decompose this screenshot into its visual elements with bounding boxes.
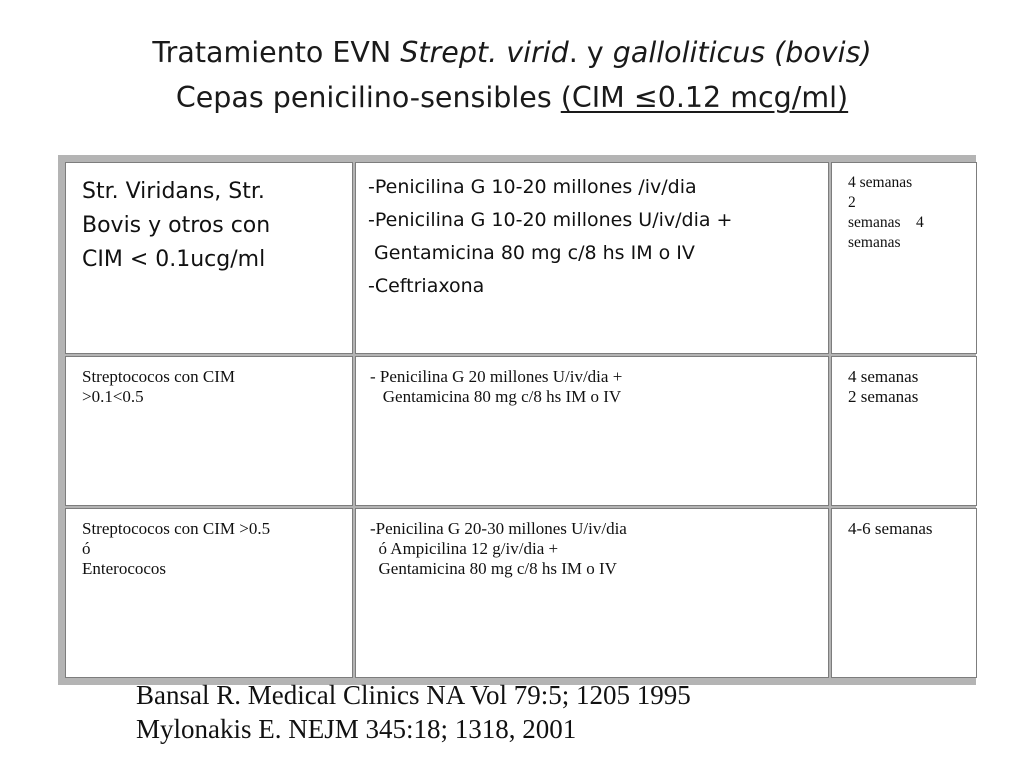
duration-line: 4 semanas xyxy=(848,367,919,386)
treatment-table xyxy=(62,159,980,681)
organism-text xyxy=(66,163,352,277)
treatment-text xyxy=(356,357,828,407)
organism-line: Enterococos xyxy=(82,559,167,578)
reference-bansal: Bansal R. Medical Clinics NA Vol 79:5; 1205 1995 xyxy=(136,680,691,710)
title-mid: . y xyxy=(568,36,613,69)
organism-line: ó xyxy=(82,539,91,558)
title-prefix: Tratamiento EVN xyxy=(152,36,401,69)
treatment-line: ó Ampicilina 12 g/iv/dia + xyxy=(370,539,559,558)
organism-line: Bovis y otros con xyxy=(82,213,271,238)
treatment-cell xyxy=(356,357,828,505)
duration-line: semanas xyxy=(848,234,901,251)
title-italic-strept: Strept. virid xyxy=(400,36,569,69)
duration-line: 2 semanas xyxy=(848,387,919,406)
duration-text xyxy=(832,509,976,539)
organism-text xyxy=(66,357,352,407)
table-row xyxy=(66,163,976,353)
duration-text xyxy=(832,163,976,253)
duration-line: 2 xyxy=(848,194,856,211)
organism-line: >0.1<0.5 xyxy=(82,387,144,406)
title-cim-threshold: (CIM ≤0.12 mcg/ml) xyxy=(560,81,849,114)
table-row xyxy=(66,509,976,677)
treatment-table-frame xyxy=(58,155,976,685)
references xyxy=(136,678,691,746)
organism-line: CIM < 0.1ucg/ml xyxy=(82,247,266,272)
title-line-1 xyxy=(0,30,1024,75)
treatment-line: Gentamicina 80 mg c/8 hs IM o IV xyxy=(370,559,617,578)
treatment-line: -Penicilina G 10-20 millones /iv/dia xyxy=(368,176,697,198)
duration-text xyxy=(832,357,976,407)
duration-cell xyxy=(832,357,976,505)
organism-line: Streptococos con CIM >0.5 xyxy=(82,519,271,538)
treatment-line: -Penicilina G 10-20 millones U/iv/dia + xyxy=(368,209,733,231)
treatment-cell xyxy=(356,163,828,353)
title-italic-galloliticus: galloliticus (bovis) xyxy=(612,36,872,69)
organism-line: Str. Viridans, Str. xyxy=(82,179,265,204)
slide-title xyxy=(0,30,1024,120)
duration-cell xyxy=(832,163,976,353)
treatment-text xyxy=(356,509,828,579)
duration-cell xyxy=(832,509,976,677)
organism-cell xyxy=(66,509,352,677)
treatment-line: Gentamicina 80 mg c/8 hs IM o IV xyxy=(370,387,622,406)
duration-line: semanas 4 xyxy=(848,214,924,231)
duration-line: 4-6 semanas xyxy=(848,519,933,538)
organism-cell xyxy=(66,163,352,353)
title-line-2 xyxy=(0,75,1024,120)
treatment-line: -Penicilina G 20-30 millones U/iv/dia xyxy=(370,519,627,538)
treatment-line: - Penicilina G 20 millones U/iv/dia + xyxy=(370,367,623,386)
treatment-cell xyxy=(356,509,828,677)
organism-cell xyxy=(66,357,352,505)
title-subtitle: Cepas penicilino-sensibles xyxy=(175,81,561,114)
table-row xyxy=(66,357,976,505)
reference-mylonakis: Mylonakis E. NEJM 345:18; 1318, 2001 xyxy=(136,714,577,744)
treatment-line: -Ceftriaxona xyxy=(368,275,485,297)
organism-line: Streptococos con CIM xyxy=(82,367,235,386)
treatment-line: Gentamicina 80 mg c/8 hs IM o IV xyxy=(368,242,695,264)
organism-text xyxy=(66,509,352,579)
treatment-text xyxy=(356,163,828,303)
duration-line: 4 semanas xyxy=(848,174,913,191)
